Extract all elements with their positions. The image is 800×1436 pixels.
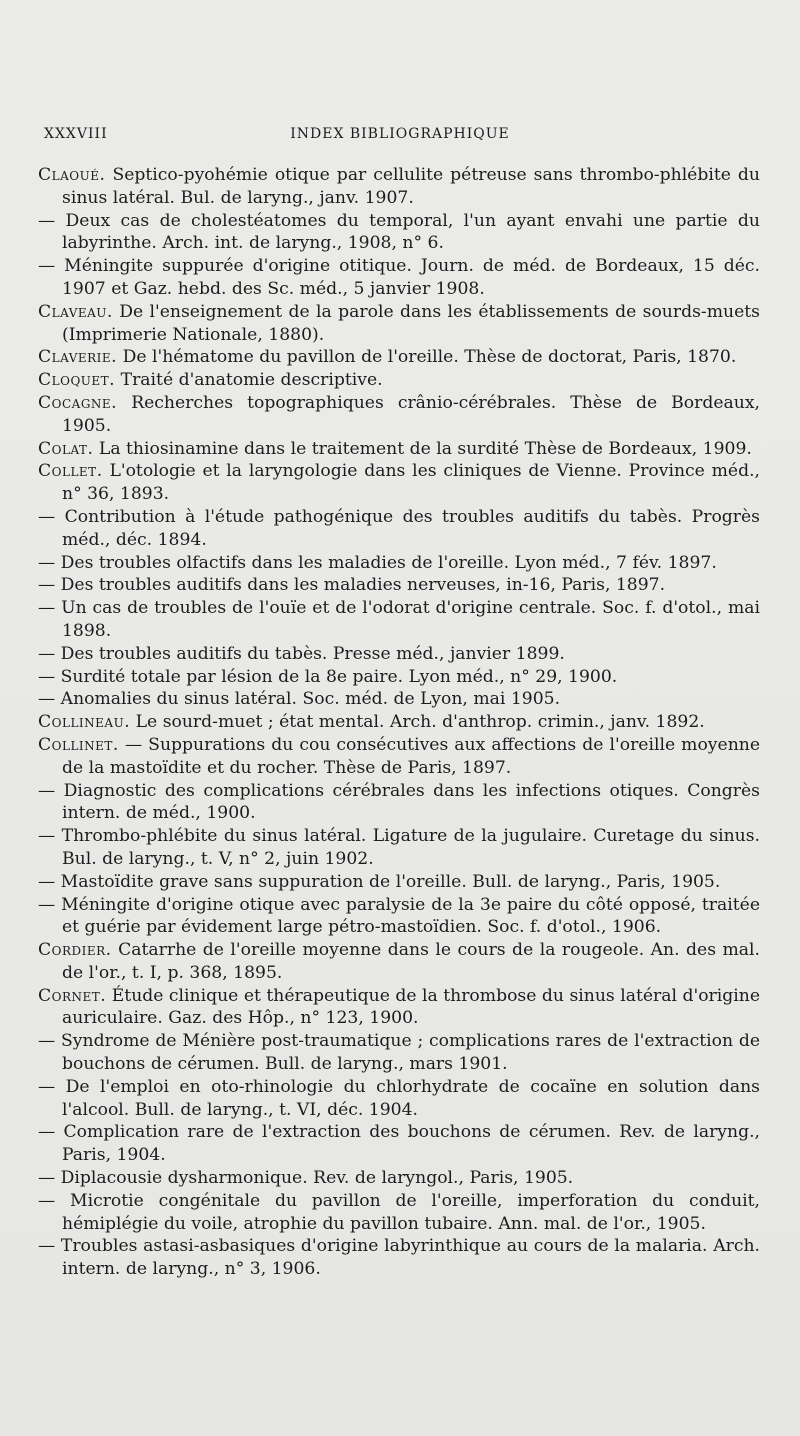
- entry-cornet: [38, 985, 760, 1031]
- entry-author: Cordier.: [38, 940, 112, 961]
- entry-claoue-2: [38, 210, 760, 256]
- entry-dash: —: [38, 643, 56, 664]
- entry-dash: —: [38, 256, 56, 277]
- entry-cornet-6: [38, 1190, 760, 1236]
- entry-dash: —: [38, 1236, 56, 1257]
- entry-author: Cornet.: [38, 985, 107, 1006]
- entry-text: Troubles astasi-asbasiques d'origine labyrinthique au cours de la malaria. Arch. intern. de laryng., n° 3, 1906.: [60, 1236, 760, 1280]
- entry-dash: —: [38, 1076, 56, 1097]
- bibliography-list: [38, 164, 760, 1281]
- entry-collinet-3: [38, 825, 760, 871]
- entry-collinet-2: [38, 780, 760, 826]
- entry-text: Des troubles auditifs du tabès. Presse méd., janvier 1899.: [60, 643, 565, 664]
- entry-text: De l'enseignement de la parole dans les établissements de sourds-muets (Imprimerie Nationale, 1880).: [62, 301, 760, 345]
- entry-claoue-3: [38, 255, 760, 301]
- entry-text: Anomalies du sinus latéral. Soc. méd. de Lyon, mai 1905.: [60, 689, 561, 710]
- entry-collinet-5: [38, 894, 760, 940]
- entry-dash: —: [38, 826, 56, 847]
- entry-collet-3: [38, 552, 760, 575]
- entry-dash: —: [38, 1190, 56, 1211]
- entry-claverie: [38, 346, 760, 369]
- entry-text: Surdité totale par lésion de la 8e paire. Lyon méd., n° 29, 1900.: [60, 666, 618, 687]
- entry-text: Diagnostic des complications cérébrales dans les infections otiques. Congrès intern. de méd., 1900.: [62, 780, 760, 824]
- entry-dash: —: [38, 506, 56, 527]
- entry-cornet-7: [38, 1235, 760, 1281]
- entry-dash: —: [38, 552, 56, 573]
- entry-text: Un cas de troubles de l'ouïe et de l'odorat d'origine centrale. Soc. f. d'otol., mai 1898.: [61, 598, 760, 641]
- entry-text: Diplacousie dysharmonique. Rev. de laryngol., Paris, 1905.: [60, 1168, 574, 1189]
- entry-text: Septico-pyohémie otique par cellulite pétreuse sans thrombo-phlébite du sinus latéral. Bul. de laryng., janv. 1907.: [62, 165, 760, 208]
- page-number: XXXVIII: [44, 126, 108, 142]
- entry-text: Méningite suppurée d'origine otitique. Journ. de méd. de Bordeaux, 15 déc. 1907 et Gaz. hebd. des Sc. méd., 5 janvier 1908.: [62, 256, 760, 299]
- page-header: [44, 126, 756, 150]
- entry-text: Recherches topographiques crânio-cérébrales. Thèse de Bordeaux, 1905.: [62, 392, 761, 436]
- entry-text: Syndrome de Ménière post-traumatique ; complications rares de l'extraction de bouchons de cérumen. Bull. de laryng., mars 1901.: [61, 1031, 761, 1075]
- entry-dash: —: [38, 780, 56, 801]
- entry-colat: [38, 438, 760, 461]
- running-title: INDEX BIBLIOGRAPHIQUE: [290, 126, 510, 142]
- entry-text: Étude clinique et thérapeutique de la thrombose du sinus latéral d'origine auriculaire. Gaz. des Hôp., n° 123, 1900.: [62, 985, 760, 1029]
- entry-author: Claveau.: [38, 301, 113, 322]
- entry-dash: —: [38, 1122, 56, 1143]
- entry-dash: —: [38, 689, 56, 710]
- entry-dash: —: [38, 1031, 56, 1052]
- entry-text: L'otologie et la laryngologie dans les cliniques de Vienne. Province méd., n° 36, 1893.: [62, 461, 761, 505]
- entry-text: Thrombo-phlébite du sinus latéral. Ligature de la jugulaire. Curetage du sinus. Bul. de laryng., t. V, n° 2, juin 1902.: [61, 826, 760, 869]
- entry-text: Mastoïdite grave sans suppuration de l'oreille. Bull. de laryng., Paris, 1905.: [60, 871, 721, 892]
- entry-cornet-3: [38, 1076, 760, 1122]
- entry-dash: —: [38, 894, 56, 915]
- entry-text: De l'emploi en oto-rhinologie du chlorhydrate de cocaïne en solution dans l'alcool. Bull. de laryng., t. VI, déc. 1904.: [62, 1076, 760, 1120]
- entry-text: Catarrhe de l'oreille moyenne dans le cours de la rougeole. An. des mal. de l'or., t. I, p. 368, 1895.: [62, 940, 760, 983]
- entry-collet-4: [38, 574, 760, 597]
- entry-dash: —: [38, 210, 56, 231]
- entry-text: Méningite d'origine otique avec paralysie de la 3e paire du côté opposé, traitée et guérie par évidement large pétro-mastoïdien. Soc. f. d'otol., 1906.: [61, 894, 760, 938]
- entry-collet-5: [38, 597, 760, 643]
- entry-cornet-4: [38, 1121, 760, 1167]
- entry-collinet-4: [38, 871, 760, 894]
- entry-collet-7: [38, 666, 760, 689]
- entry-text: La thiosinamine dans le traitement de la surdité Thèse de Bordeaux, 1909.: [98, 438, 752, 459]
- entry-collet-2: [38, 506, 760, 552]
- entry-dash: —: [38, 1168, 56, 1189]
- entry-dash: —: [38, 575, 56, 596]
- entry-dash: —: [38, 598, 56, 619]
- entry-text: Microtie congénitale du pavillon de l'oreille, imperforation du conduit, hémiplégie du voile, atrophie du pavillon tubaire. Ann. mal. de l'or., 1905.: [62, 1190, 761, 1234]
- entry-collineau: [38, 711, 760, 734]
- entry-cocagne: [38, 392, 760, 438]
- entry-text: Complication rare de l'extraction des bouchons de cérumen. Rev. de laryng., Paris, 1904.: [62, 1122, 760, 1166]
- entry-cornet-2: [38, 1030, 760, 1076]
- entry-text: De l'hématome du pavillon de l'oreille. Thèse de doctorat, Paris, 1870.: [122, 347, 737, 368]
- entry-claveau: [38, 301, 760, 347]
- entry-author: Collineau.: [38, 712, 131, 733]
- entry-dash: —: [38, 871, 56, 892]
- entry-cornet-5: [38, 1167, 760, 1190]
- entry-author: Cloquet.: [38, 370, 116, 391]
- entry-author: Colat.: [38, 438, 94, 459]
- entry-text: Traité d'anatomie descriptive.: [120, 370, 383, 391]
- entry-cordier: [38, 939, 760, 985]
- entry-collet: [38, 460, 760, 506]
- entry-author: Cocagne.: [38, 392, 118, 413]
- entry-cloquet: [38, 369, 760, 392]
- entry-author: Collet.: [38, 461, 103, 482]
- entry-author: Claoué.: [38, 165, 106, 185]
- entry-collinet: [38, 734, 760, 780]
- entry-dash: —: [38, 666, 56, 687]
- entry-text: Deux cas de cholestéatomes du temporal, l'un ayant envahi une partie du labyrinthe. Arch. int. de laryng., 1908, n° 6.: [62, 210, 760, 254]
- entry-collet-6: [38, 643, 760, 666]
- entry-author: Claverie.: [38, 347, 118, 368]
- entry-claoue: [38, 164, 760, 210]
- entry-text: Le sourd-muet ; état mental. Arch. d'anthrop. crimin., janv. 1892.: [135, 712, 705, 733]
- entry-text: Des troubles olfactifs dans les maladies de l'oreille. Lyon méd., 7 fév. 1897.: [60, 552, 717, 573]
- entry-text: Contribution à l'étude pathogénique des troubles auditifs du tabès. Progrès méd., déc. 1894.: [62, 506, 760, 550]
- entry-collet-8: [38, 688, 760, 711]
- entry-text: — Suppurations du cou consécutives aux affections de l'oreille moyenne de la mastoïdite et du rocher. Thèse de Paris, 1897.: [62, 734, 760, 778]
- entry-author: Collinet.: [38, 734, 119, 755]
- entry-text: Des troubles auditifs dans les maladies nerveuses, in-16, Paris, 1897.: [60, 575, 666, 596]
